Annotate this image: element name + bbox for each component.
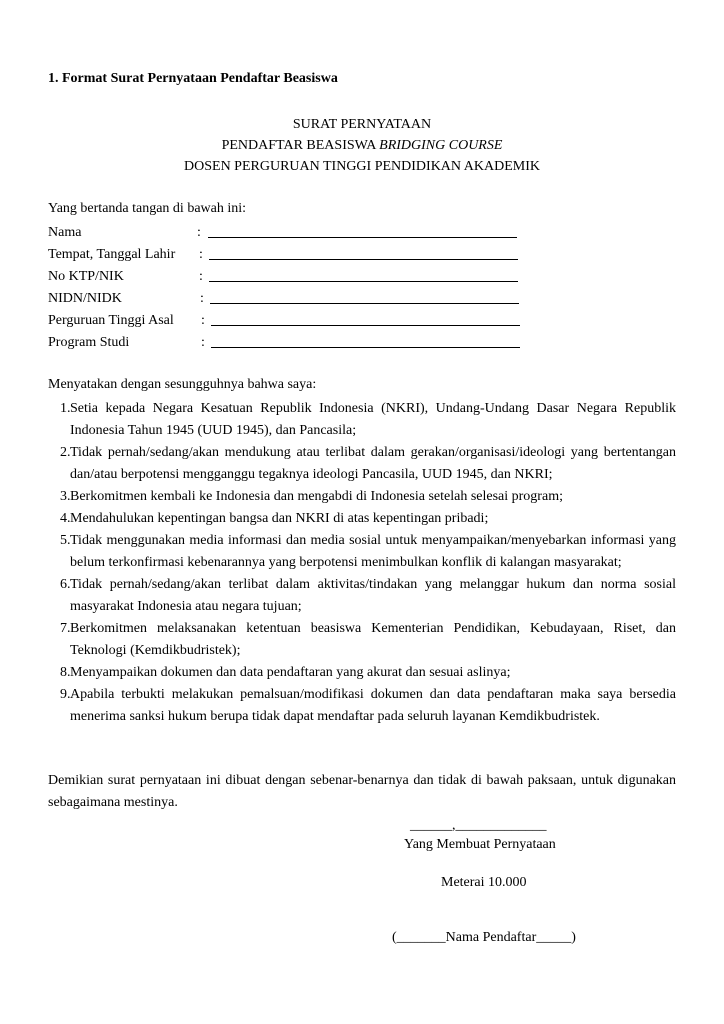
item-number: 2.: [60, 445, 71, 460]
section-title: . Format Surat Pernyataan Pendaftar Beasiswa: [55, 71, 338, 86]
item-text: Mendahulukan kepentingan bangsa dan NKRI di atas kepentingan pribadi;: [70, 511, 489, 526]
field-label: Tempat, Tanggal Lahir: [48, 247, 176, 262]
letter-title: [0, 114, 724, 177]
item-number: 3.: [60, 489, 71, 504]
list-item: [48, 486, 676, 508]
section-number: 1: [48, 71, 55, 86]
field-label: Perguruan Tinggi Asal: [48, 313, 174, 328]
list-item: [48, 618, 676, 662]
field-label: No KTP/NIK: [48, 269, 124, 284]
title-line-1: SURAT PERNYATAAN: [292, 117, 432, 132]
title-line-3: DOSEN PERGURUAN TINGGI PENDIDIKAN AKADEMIK: [184, 159, 540, 174]
intro-text: Yang bertanda tangan di bawah ini:: [48, 201, 247, 216]
item-text: Apabila terbukti melakukan pemalsuan/modifikasi dokumen dan data pendaftaran maka saya bersedia menerima sanksi hukum berupa tidak dapat mendaftar pada seluruh layanan Kemdikbudristek.: [70, 687, 676, 724]
list-item: [48, 662, 676, 684]
declaration-list: [48, 398, 676, 728]
field-row-nama: [48, 224, 528, 246]
item-text: Menyampaikan dokumen dan data pendaftaran yang akurat dan sesuai aslinya;: [70, 665, 511, 680]
field-row-nidn: [48, 290, 528, 312]
field-label: Program Studi: [48, 335, 130, 350]
field-colon: :: [200, 291, 204, 306]
field-row-pt: [48, 312, 528, 334]
item-number: 1.: [60, 401, 71, 416]
pt-input-line[interactable]: [211, 325, 520, 326]
item-text: Tidak menggunakan media informasi dan media sosial untuk menyampaikan/menyebarkan informasi yang belum terkonfirmasi kebenarannya yang berpotensi menimbulkan konflik di kalangan masyarakat;: [70, 533, 676, 570]
field-label: Nama: [48, 225, 82, 240]
identity-fields: [48, 224, 528, 356]
title-line-2-prefix: PENDAFTAR BEASISWA: [221, 138, 380, 153]
list-item: [48, 574, 676, 618]
nik-input-line[interactable]: [209, 281, 518, 282]
signature-date-line[interactable]: ______,_____________: [410, 818, 547, 833]
section-heading: [48, 71, 338, 87]
item-text: Setia kepada Negara Kesatuan Republik Indonesia (NKRI), Undang-Undang Dasar Negara Republik Indonesia Tahun 1945 (UUD 1945), dan Pancasila;: [70, 401, 676, 438]
field-row-nik: [48, 268, 528, 290]
field-colon: :: [201, 335, 205, 350]
field-label: NIDN/NIDK: [48, 291, 122, 306]
signature-maker-label: Yang Membuat Pernyataan: [404, 837, 556, 852]
list-item: [48, 684, 676, 728]
item-number: 9.: [60, 687, 71, 702]
field-colon: :: [201, 313, 205, 328]
title-line-2-italic: BRIDGING COURSE: [379, 138, 503, 153]
item-text: Tidak pernah/sedang/akan mendukung atau terlibat dalam gerakan/organisasi/ideologi yang bertentangan dan/atau berpotensi mengganggu tegaknya ideologi Pancasila, UUD 1945, dan NKRI;: [70, 445, 676, 482]
ttl-input-line[interactable]: [209, 259, 518, 260]
prodi-input-line[interactable]: [211, 347, 520, 348]
field-colon: :: [199, 247, 203, 262]
item-text: Tidak pernah/sedang/akan terlibat dalam aktivitas/tindakan yang melanggar hukum dan norma sosial masyarakat Indonesia atau negara tujuan;: [70, 577, 676, 614]
field-colon: :: [197, 225, 201, 240]
list-item: [48, 530, 676, 574]
item-number: 4.: [60, 511, 71, 526]
nidn-input-line[interactable]: [210, 303, 519, 304]
field-colon: :: [199, 269, 203, 284]
item-number: 5.: [60, 533, 71, 548]
item-number: 7.: [60, 621, 71, 636]
materai-label: Meterai 10.000: [441, 875, 527, 890]
nama-input-line[interactable]: [208, 237, 517, 238]
item-number: 6.: [60, 577, 71, 592]
field-row-prodi: [48, 334, 528, 356]
list-item: [48, 508, 676, 530]
item-text: Berkomitmen melaksanakan ketentuan beasiswa Kementerian Pendidikan, Kebudayaan, Riset, dan Teknologi (Kemdikbudristek);: [70, 621, 676, 658]
list-item: [48, 398, 676, 442]
field-row-ttl: [48, 246, 528, 268]
item-text: Berkomitmen kembali ke Indonesia dan mengabdi di Indonesia setelah selesai program;: [70, 489, 563, 504]
title-line-2: [0, 135, 724, 156]
declaration-intro: Menyatakan dengan sesungguhnya bahwa saya:: [48, 377, 317, 392]
signature-name-line[interactable]: (_______Nama Pendaftar_____): [392, 930, 576, 945]
closing-paragraph: Demikian surat pernyataan ini dibuat dengan sebenar-benarnya dan tidak di bawah paksaan, untuk digunakan sebagaimana mestinya.: [48, 773, 676, 810]
item-number: 8.: [60, 665, 71, 680]
list-item: [48, 442, 676, 486]
